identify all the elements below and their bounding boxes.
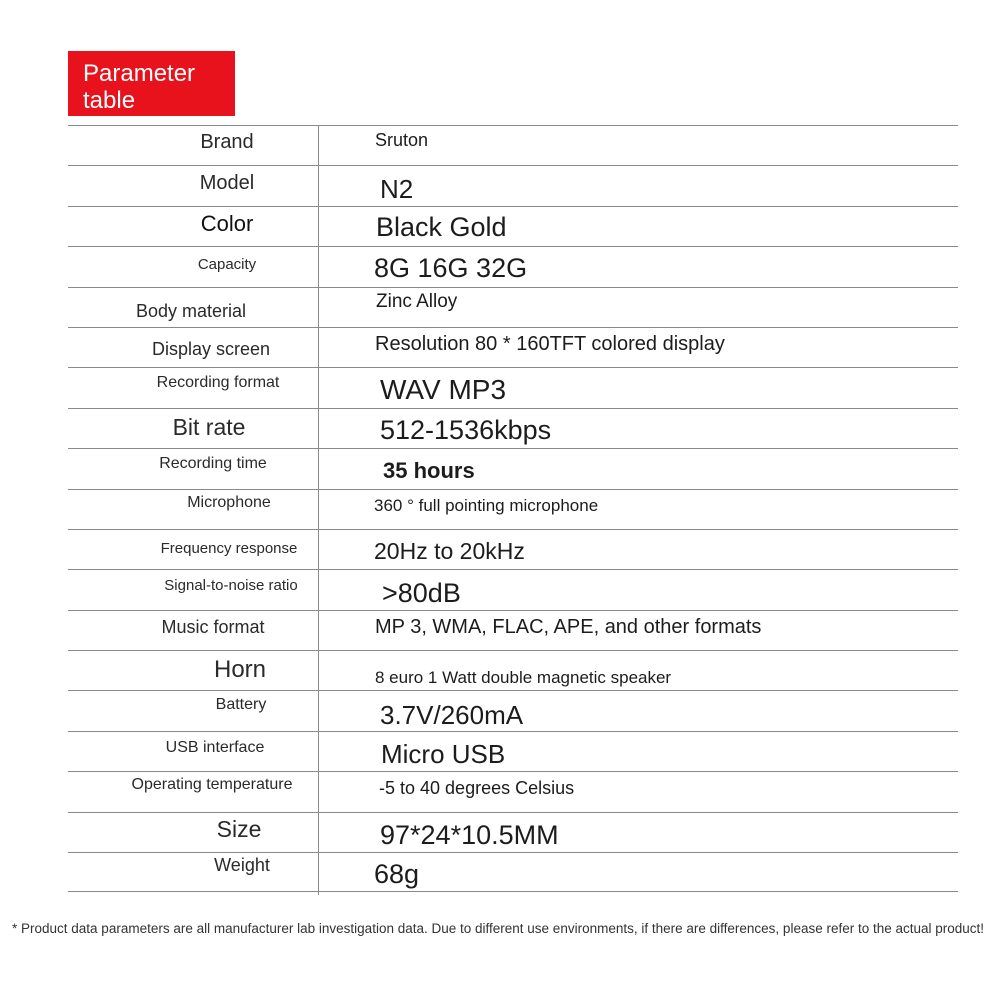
table-row <box>68 246 958 286</box>
row-label: USB interface <box>165 738 265 756</box>
row-value: 360 ° full pointing microphone <box>374 495 599 515</box>
row-label: Body material <box>135 300 247 321</box>
row-value: 512-1536kbps <box>380 414 552 445</box>
table-row <box>68 771 958 811</box>
table-row <box>68 529 958 569</box>
table-row <box>68 408 958 448</box>
row-label: Weight <box>214 855 270 876</box>
row-value: 3.7V/260mA <box>380 700 524 731</box>
table-row <box>68 489 958 529</box>
row-label: Music format <box>161 616 265 637</box>
row-value: >80dB <box>382 578 461 609</box>
row-value: 8 euro 1 Watt double magnetic speaker <box>375 668 672 688</box>
table-row <box>68 650 958 690</box>
table-row <box>68 731 958 771</box>
row-label: Model <box>199 172 255 195</box>
row-value: 20Hz to 20kHz <box>374 537 525 564</box>
row-label: Signal-to-noise ratio <box>164 577 298 595</box>
row-value: N2 <box>380 174 414 205</box>
row-value: Zinc Alloy <box>376 290 458 312</box>
row-value: Sruton <box>375 130 429 150</box>
row-label: Bit rate <box>172 413 246 440</box>
table-row <box>68 165 958 205</box>
row-value: 8G 16G 32G <box>374 253 528 284</box>
table-row <box>68 125 958 165</box>
row-label: Size <box>216 815 262 842</box>
parameter-table <box>68 125 958 892</box>
row-label: Recording format <box>156 374 280 392</box>
table-row <box>68 367 958 407</box>
table-row <box>68 610 958 650</box>
row-value: Black Gold <box>376 211 507 242</box>
table-row <box>68 327 958 367</box>
column-divider <box>318 125 319 895</box>
table-row <box>68 812 958 852</box>
row-value: 68g <box>374 859 420 890</box>
row-label: Microphone <box>187 493 271 511</box>
row-value: 97*24*10.5MM <box>380 819 559 850</box>
row-value: MP 3, WMA, FLAC, APE, and other formats <box>375 615 762 638</box>
row-label: Brand <box>200 131 254 153</box>
row-label: Operating temperature <box>131 776 293 794</box>
footnote: * Product data parameters are all manufacturer lab investigation data. Due to different use environments, if there are differences, please refer to the actual product! <box>12 921 985 936</box>
row-value: 35 hours <box>383 458 475 484</box>
page-title: Parameter table <box>68 51 235 116</box>
row-value: WAV MP3 <box>380 374 507 406</box>
table-row <box>68 206 958 246</box>
row-value: -5 to 40 degrees Celsius <box>379 778 575 799</box>
row-value: Resolution 80 * 160TFT colored display <box>375 332 725 355</box>
row-label: Horn <box>213 656 267 684</box>
table-row <box>68 287 958 327</box>
table-row <box>68 448 958 488</box>
row-label: Color <box>200 210 254 236</box>
row-label: Recording time <box>159 455 267 473</box>
row-label: Display screen <box>151 338 271 359</box>
table-row <box>68 569 958 609</box>
row-label: Capacity <box>197 256 257 274</box>
row-label: Battery <box>215 696 267 714</box>
table-row <box>68 690 958 730</box>
table-row <box>68 852 958 892</box>
row-label: Frequency response <box>160 539 298 557</box>
row-value: Micro USB <box>381 738 506 769</box>
